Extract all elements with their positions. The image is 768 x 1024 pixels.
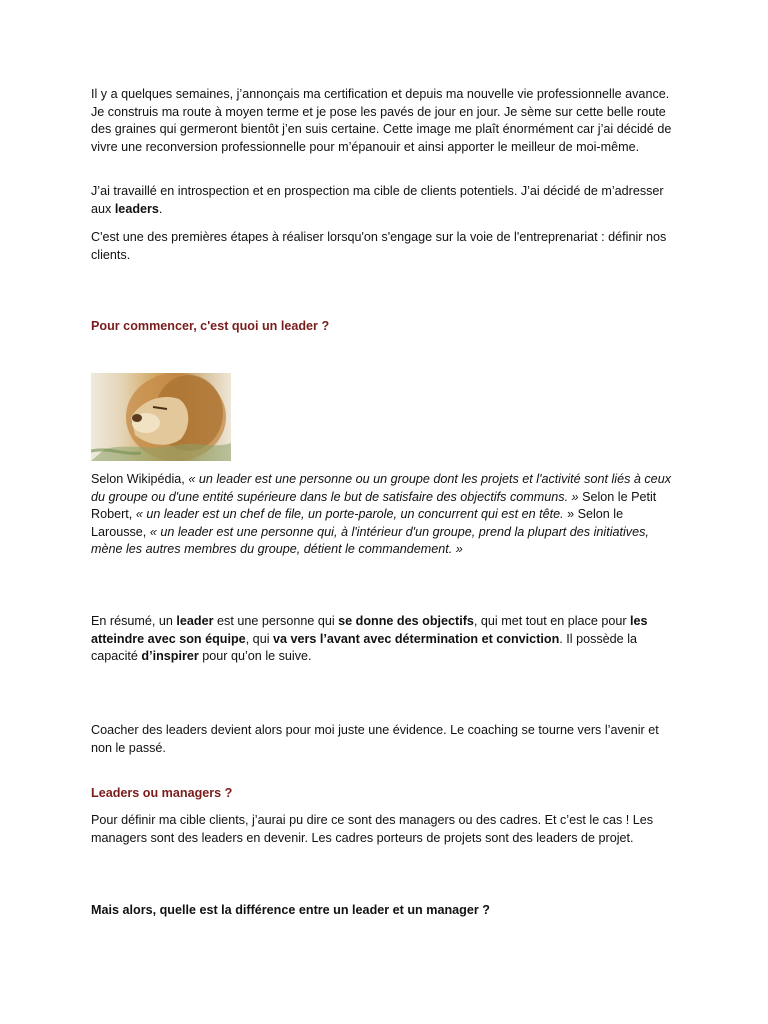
managers-text: Pour définir ma cible clients, j’aurai pu dire ce sont des managers ou des cadres. Et c’est le cas ! Les managers sont des leaders en devenir. Les cadres porteurs de projets sont des leaders de projet. (91, 813, 654, 845)
leaders-bold: leaders (114, 201, 159, 216)
coaching-paragraph (91, 722, 681, 757)
intro-paragraph-1 (91, 86, 681, 156)
quote-robert: « un leader est un chef de file, un porte-parole, un concurrent qui est en tête. (135, 507, 564, 521)
intro-paragraph-2 (91, 183, 681, 218)
quote-wikipedia: « un leader est une personne ou un groupe dont les projets et l'activité sont liés à ceux du groupe ou d'une entité supérieure dans le but de satisfaire des objectifs communs. » (91, 472, 671, 504)
managers-paragraph (91, 812, 681, 847)
summary-paragraph: En résumé, un leader est une personne qui se donne des objectifs, qui met tout en place pour les atteindre avec son équipe, qui va vers l’avant avec détermination et conviction. Il possède la capacité d’inspirer pour qu’on le suive. (91, 614, 648, 663)
lion-image (91, 373, 231, 461)
intro-text-1: Il y a quelques semaines, j’annonçais ma certification et depuis ma nouvelle vie professionnelle avance. Je construis ma route à moyen terme et je pose les pavés de jour en jour. Je sème sur cette belle route des graines qui germeront bientôt j’en suis certaine. Cette image me plaît énormément car j’ai décidé de vivre une reconversion professionnelle pour m’épanouir et ainsi apporter le meilleur de moi-même. (91, 87, 672, 154)
quote-larousse: « un leader est une personne qui, à l'intérieur d'un groupe, prend la plupart des initiatives, mène les autres membres du groupe, détient le commandement. » (91, 524, 649, 556)
section-heading-leader: Pour commencer, c'est quoi un leader ? (91, 319, 330, 333)
quote-intro-robert: Selon le Petit Robert, (91, 489, 657, 521)
section-heading-managers: Leaders ou managers ? (91, 786, 233, 800)
section-heading-difference: Mais alors, quelle est la différence entre un leader et un manager ? (91, 903, 490, 917)
lion-illustration (91, 373, 231, 461)
coaching-text: Coacher des leaders devient alors pour moi juste une évidence. Le coaching se tourne vers l’avenir et non le passé. (91, 723, 659, 755)
quote-intro-larousse: » Selon le Larousse, (91, 507, 624, 539)
intro-text-3: C'est une des premières étapes à réaliser lorsqu'on s'engage sur la voie de l'entreprenariat : définir nos clients. (91, 230, 667, 262)
quote-intro-wikipedia: Selon Wikipédia, (91, 472, 189, 486)
definitions-paragraph (91, 471, 681, 559)
intro-paragraph-3 (91, 229, 681, 264)
intro-text-2a: J’ai travaillé en introspection et en prospection ma cible de clients potentiels. J’ai décidé de m’adresser aux (91, 184, 664, 216)
intro-text-2c: . (158, 201, 163, 216)
